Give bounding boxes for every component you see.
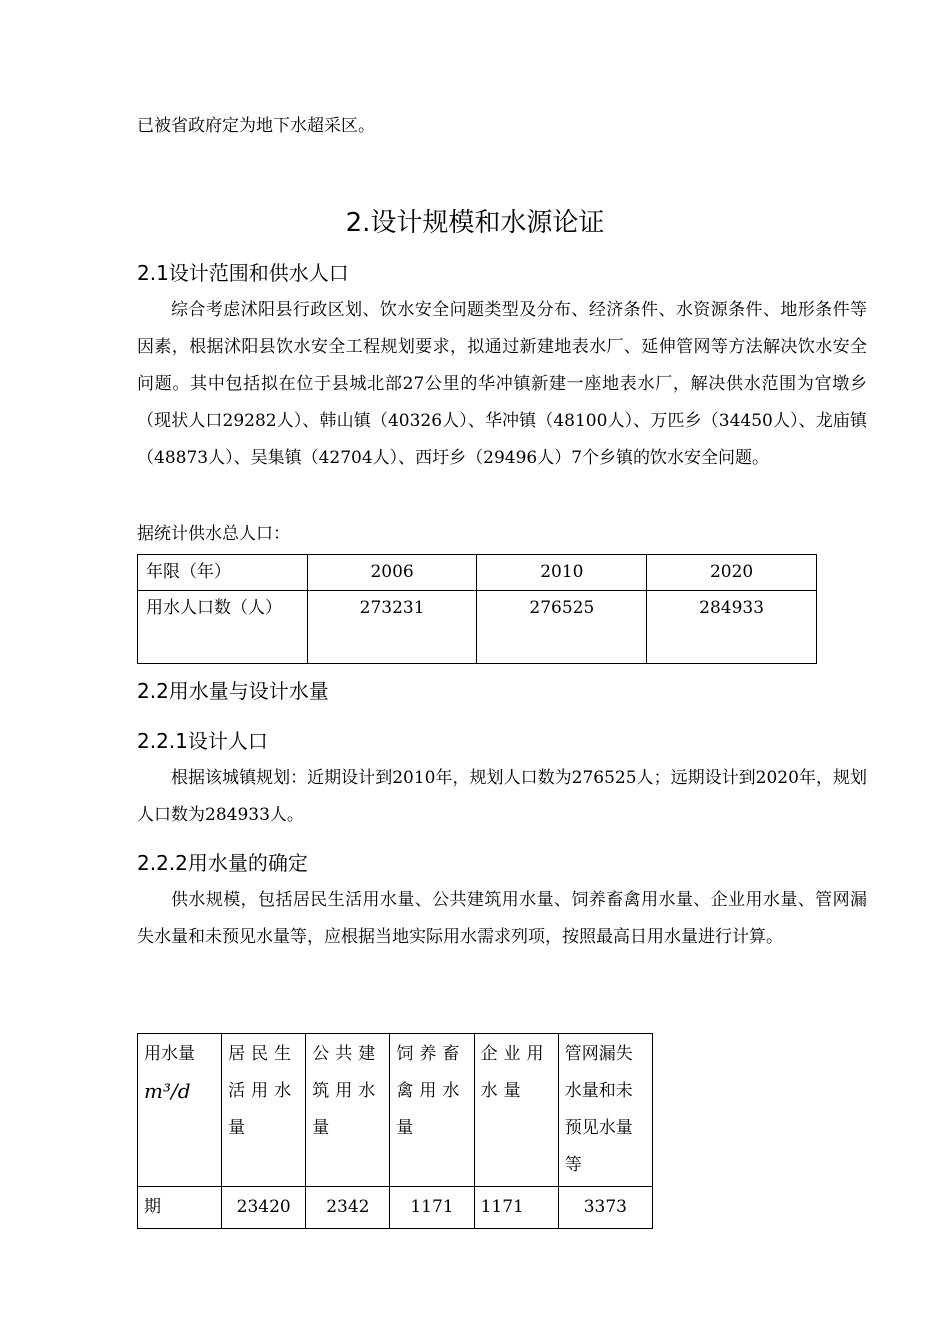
table-cell: 284933 [647, 591, 817, 664]
table-row [138, 1034, 653, 1187]
table-header-cell: 2006 [307, 555, 477, 591]
section-2-2-1-heading: 2.2.1设计人口 [137, 729, 268, 753]
section-2-2-1-paragraph: 根据该城镇规划：近期设计到2010年，规划人口数为276525人；远期设计到2020年，规划人口数为284933人。 [137, 768, 867, 825]
table-corner-cell [138, 1034, 222, 1187]
table-header-cell: 年限（年） [138, 555, 308, 591]
table-header-cell: 企业用水量 [474, 1034, 558, 1187]
table-cell: 3373 [558, 1187, 652, 1229]
table-row [138, 591, 817, 664]
table-row [138, 1187, 653, 1229]
table-header-cell: 2020 [647, 555, 817, 591]
section-2-1-heading: 2.1设计范围和供水人口 [137, 261, 349, 285]
section-title: 2.设计规模和水源论证 [345, 208, 605, 238]
table-row [138, 555, 817, 591]
table-row-label [138, 591, 308, 664]
row-label-text: 用水人口数（人） [146, 598, 282, 618]
table-header-cell: 饲养畜禽用水量 [390, 1034, 474, 1187]
table-header-cell: 管网漏失水量和未预见水量等 [558, 1034, 652, 1187]
table-row-label: 期 [138, 1187, 222, 1229]
population-table [137, 554, 817, 664]
table-header-cell: 居民生活用水量 [222, 1034, 306, 1187]
section-2-2-2-paragraph: 供水规模，包括居民生活用水量、公共建筑用水量、饲养畜禽用水量、企业用水量、管网漏失水量和未预见水量等，应根据当地实际用水需求列项，按照最高日用水量进行计算。 [137, 890, 867, 947]
table-header-cell: 公共建筑用水量 [306, 1034, 390, 1187]
section-2-2-heading: 2.2用水量与设计水量 [137, 679, 329, 703]
section-2-1-paragraph: 综合考虑沭阳县行政区划、饮水安全问题类型及分布、经济条件、水资源条件、地形条件等因素，根据沭阳县饮水安全工程规划要求，拟通过新建地表水厂、延伸管网等方法解决饮水安全问题。其中包括拟在位于县城北部27公里的华冲镇新建一座地表水厂，解决供水范围为官墩乡（现状人口29282人）、韩山镇（40326人）、华冲镇（48100人）、万匹乡（34450人）、龙庙镇（48873人）、吴集镇（42704人）、西圩乡（29496人）7个乡镇的饮水安全问题。 [137, 300, 867, 468]
table-cell: 273231 [307, 591, 477, 664]
table-header-cell: 2010 [477, 555, 647, 591]
table-cell: 23420 [222, 1187, 306, 1229]
water-demand-table [137, 1033, 653, 1229]
table-cell: 1171 [390, 1187, 474, 1229]
intro-tail-paragraph: 已被省政府定为地下水超采区。 [137, 116, 375, 136]
table-cell: 2342 [306, 1187, 390, 1229]
section-2-2-2-heading: 2.2.2用水量的确定 [137, 851, 308, 875]
population-stat-label: 据统计供水总人口： [137, 524, 290, 544]
table-cell: 1171 [474, 1187, 558, 1229]
table-cell: 276525 [477, 591, 647, 664]
corner-label: 用水量 [144, 1044, 195, 1064]
unit-label: m³/d [144, 1079, 191, 1103]
